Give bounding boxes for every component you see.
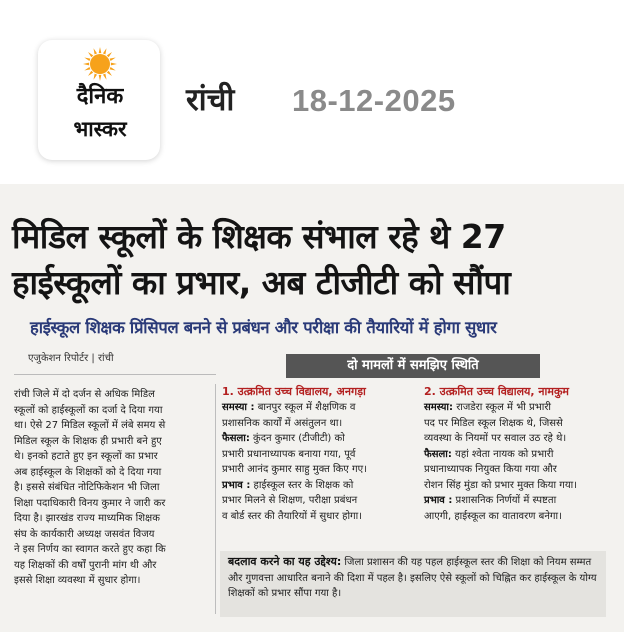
sun-ray <box>83 63 89 66</box>
sun-ray <box>88 52 93 57</box>
sun-ray <box>107 52 112 57</box>
city-name: रांची <box>186 82 235 118</box>
byline: एजुकेशन रिपोर्टर | रांची <box>28 353 114 364</box>
case-line: प्रधानाध्यापक नियुक्त किया गया और <box>424 464 557 475</box>
sun-ray <box>103 48 107 54</box>
objective-box <box>220 551 606 617</box>
sun-icon <box>82 46 118 82</box>
case-line: प्रभार मिलने से शिक्षण, परीक्षा प्रबंधन <box>222 495 358 506</box>
case-line: फैसला: यहां श्वेता नायक को प्रभारी <box>424 448 554 460</box>
case-line: प्रभारी प्रधानाध्यापक बनाया गया, पूर्व <box>222 448 356 460</box>
body-line: मिडिल स्कूल के शिक्षक ही प्रभारी बने हुए <box>14 435 162 447</box>
case-line: पद पर मिडिल स्कूल शिक्षक थे, जिससे <box>424 417 563 429</box>
body-line: है। इससे संबंधित नोटिफिकेशन भी जिला <box>14 482 160 493</box>
body-line: यह शिक्षकों की वर्षों पुरानी मांग थी और <box>14 559 157 571</box>
sun-ray <box>107 71 112 76</box>
case-namkum <box>424 384 614 524</box>
body-line: थे। इनको हटाते हुए इन स्कूलों का प्रभार <box>14 451 158 462</box>
objective-label: बदलाव करने का यह उद्देश्य: <box>228 555 342 568</box>
case-body <box>222 400 412 524</box>
case-body <box>424 400 614 524</box>
case-line: प्रभारी आनंद कुमार साहु मुक्त किए गए। <box>222 464 367 475</box>
case-line: प्रभाव : हाईस्कूल स्तर के शिक्षक को <box>222 479 354 491</box>
sun-ray <box>84 67 90 71</box>
sun-ray <box>93 48 97 54</box>
column-divider <box>215 384 216 614</box>
edition-date: 18-12-2025 <box>292 83 456 118</box>
case-line: फैसला: कुंदन कुमार (टीजीटी) को <box>222 433 345 444</box>
sun-ray <box>99 75 102 81</box>
body-line: दिया है। झारखंड राज्य माध्यमिक शिक्षक <box>14 513 160 524</box>
sun-ray <box>111 63 117 66</box>
sun-ray <box>84 57 90 61</box>
body-line: अब हाईस्कूल के शिक्षकों को दे दिया गया <box>14 466 162 478</box>
sun-ray <box>103 74 107 80</box>
objective-text: जिला प्रशासन की यह पहल हाईस्कूल स्तर की शिक्षा को नियम सम्मत और गुणवत्ता आधारित बनाने की दिशा में पहल है। इसलिए ऐसे स्कूलों को चिह्नित कर हाईस्कूल के योग्य शिक्षकों को प्रभार सौंपा गया है। <box>228 557 597 599</box>
case-line: समस्या: राजडेरा स्कूल में भी प्रभारी <box>424 402 551 413</box>
sun-ray <box>110 57 116 61</box>
headline-line-2: हाईस्कूलों का प्रभार, अब टीजीटी को सौंपा <box>12 263 511 302</box>
case-line: व्यवस्था के नियमों पर सवाल उठ रहे थे। <box>424 433 567 444</box>
case-line: प्रशासनिक कार्यों में असंतुलन था। <box>222 417 343 429</box>
body-line: इससे शिक्षा व्यवस्था में सुधार होगा। <box>14 575 141 586</box>
logo-text-dainik: दैनिक <box>76 84 124 109</box>
sun-ray <box>110 67 116 71</box>
case-line: रोशन सिंह मुंडा को प्रभार मुक्त किया गया। <box>424 479 578 491</box>
body-line: शिक्षा पदाधिकारी विनय कुमार ने जारी कर <box>14 497 166 509</box>
headline-line-1: मिडिल स्कूलों के शिक्षक संभाल रहे थे 27 <box>12 217 506 256</box>
body-line: ने इस निर्णय का स्वागत करते हुए कहा कि <box>14 544 166 555</box>
article-body <box>14 387 218 589</box>
section-banner: दो मामलों में समझिए स्थिति <box>286 354 540 378</box>
sun-ray <box>99 47 102 53</box>
case-line: प्रभाव : प्रशासनिक निर्णयों में स्पष्टता <box>424 495 557 506</box>
case-title: 2. उत्क्रमित उच्च विद्यालय, नामकुम <box>424 385 569 398</box>
case-title: 1. उत्क्रमित उच्च विद्यालय, अनगड़ा <box>222 385 366 398</box>
case-anagada <box>222 384 412 524</box>
subheadline: हाईस्कूल शिक्षक प्रिंसिपल बनने से प्रबंधन और परीक्षा की तैयारियों में होगा सुधार <box>30 318 497 337</box>
divider <box>14 374 216 375</box>
sun-ray <box>93 74 97 80</box>
logo-text-bhaskar: भास्कर <box>73 117 127 141</box>
body-line: था। ऐसे 27 मिडिल स्कूलों में लंबे समय से <box>14 420 166 431</box>
dainik-bhaskar-logo <box>38 40 160 160</box>
body-line: रांची जिले में दो दर्जन से अधिक मिडिल <box>14 389 155 400</box>
body-line: स्कूलों को हाईस्कूलों का दर्जा दे दिया गया <box>14 404 163 416</box>
case-line: आएगी, हाईस्कूल का वातावरण बनेगा। <box>424 510 562 522</box>
case-line: समस्या : बानपुर स्कूल में शैक्षणिक व <box>222 402 356 413</box>
sun-ray <box>88 71 93 76</box>
case-line: व बोर्ड स्तर की तैयारियों में सुधार होगा। <box>222 510 363 522</box>
body-line: संघ के कार्यकारी अध्यक्ष जसवंत विजय <box>14 528 155 540</box>
